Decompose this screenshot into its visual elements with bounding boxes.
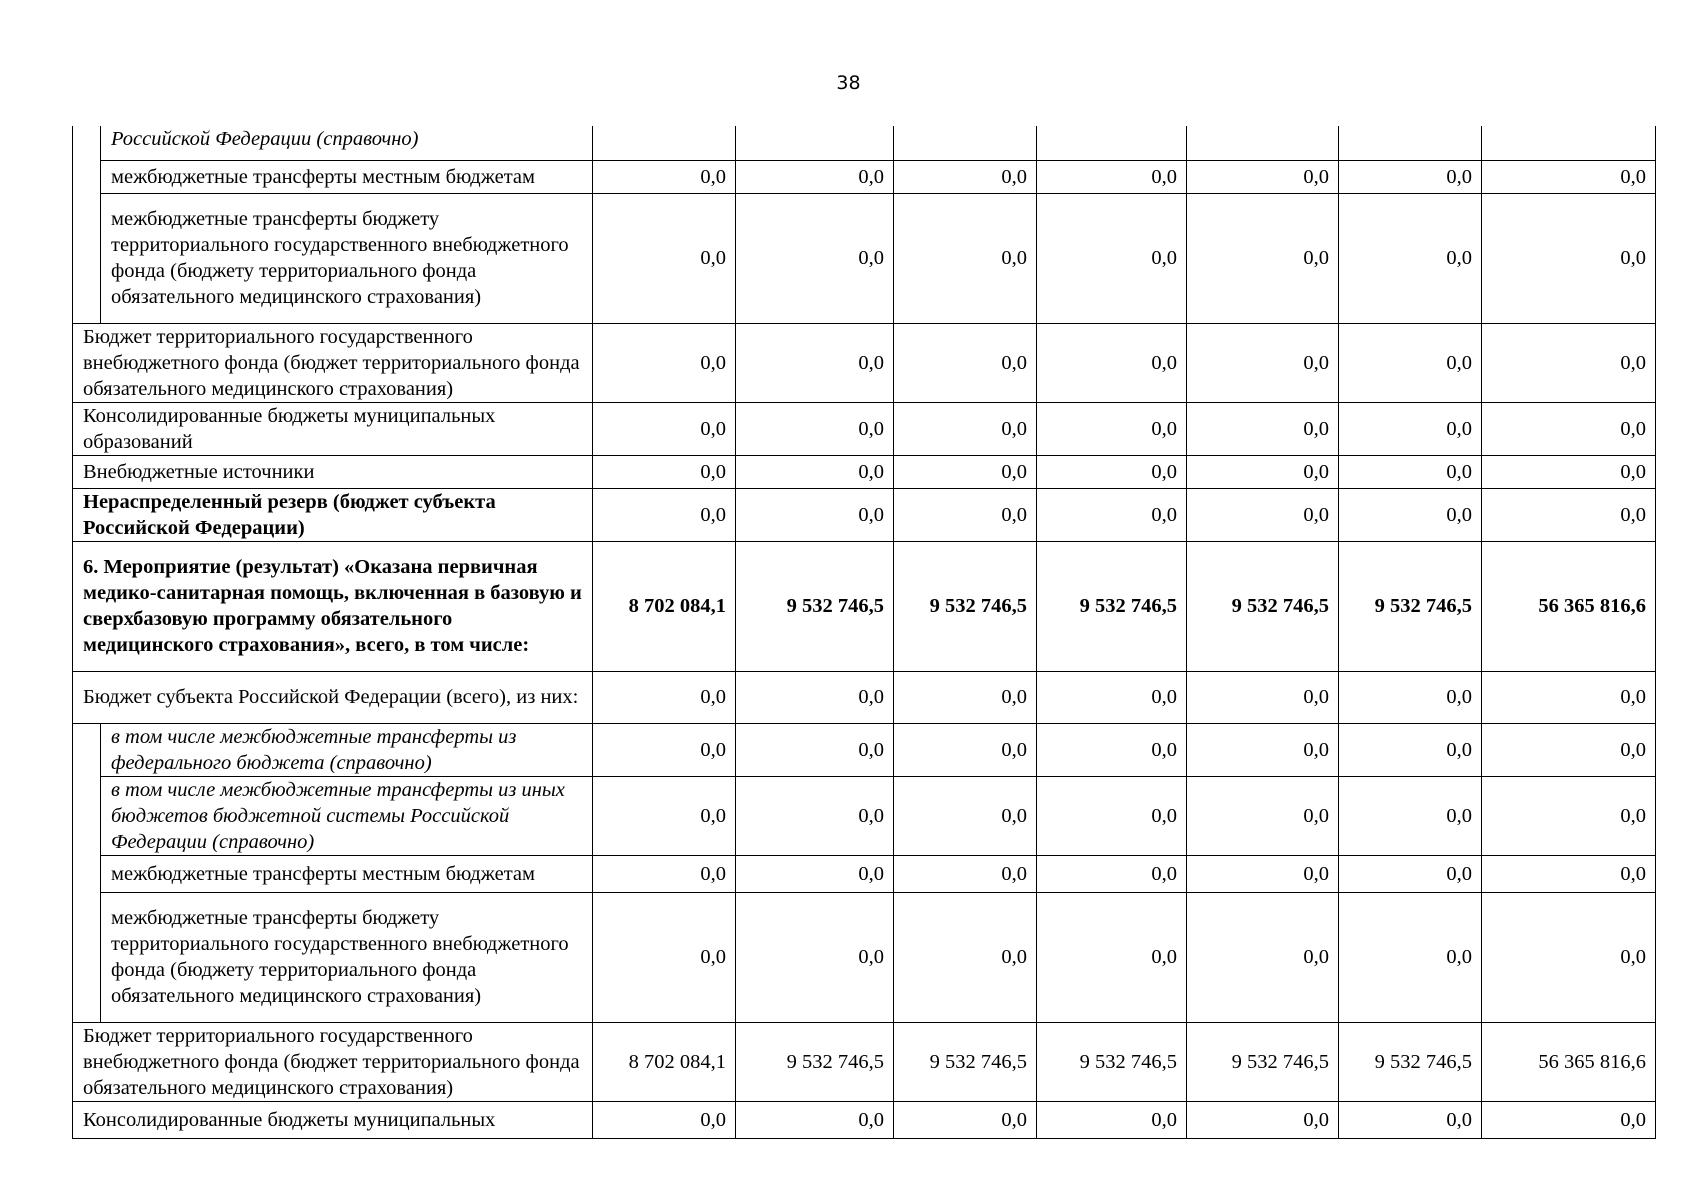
- cell-value: 0,0: [1187, 776, 1339, 855]
- cell-value: 0,0: [1339, 776, 1482, 855]
- cell-value: 0,0: [593, 323, 736, 402]
- table-row: [73, 160, 1656, 193]
- cell-value: 0,0: [1482, 488, 1656, 541]
- cell-value: 0,0: [1482, 323, 1656, 402]
- table-row: [73, 855, 1656, 892]
- cell-value: 0,0: [1187, 723, 1339, 776]
- cell-value: 0,0: [593, 402, 736, 455]
- row-label: 6. Мероприятие (результат) «Оказана первичная медико-санитарная помощь, включенная в базовую и сверхбазовую программу обязательного медицинского страхования», всего, в том числе:: [73, 541, 593, 671]
- cell-value: 9 532 746,5: [1037, 1022, 1187, 1101]
- cell-value: 0,0: [1037, 455, 1187, 488]
- cell-value: 0,0: [894, 488, 1037, 541]
- row-label: Бюджет территориального государственного внебюджетного фонда (бюджет территориального фонда обязательного медицинского страхования): [73, 1022, 593, 1101]
- cell-value: 0,0: [1187, 855, 1339, 892]
- row-label: Нераспределенный резерв (бюджет субъекта Российской Федерации): [73, 488, 593, 541]
- row-label: в том числе межбюджетные трансферты из федерального бюджета (справочно): [101, 723, 593, 776]
- cell-value: 0,0: [593, 455, 736, 488]
- cell-value: 0,0: [894, 671, 1037, 723]
- cell-value: 0,0: [736, 402, 894, 455]
- cell-value: [1037, 126, 1187, 160]
- row-label: Бюджет территориального государственного внебюджетного фонда (бюджет территориального фонда обязательного медицинского страхования): [73, 323, 593, 402]
- cell-value: 9 532 746,5: [736, 541, 894, 671]
- cell-value: 56 365 816,6: [1482, 541, 1656, 671]
- cell-value: 0,0: [894, 723, 1037, 776]
- cell-value: 0,0: [593, 723, 736, 776]
- table-row: [73, 488, 1656, 541]
- cell-value: [736, 126, 894, 160]
- cell-value: 0,0: [894, 855, 1037, 892]
- cell-value: 0,0: [736, 723, 894, 776]
- cell-value: 0,0: [894, 323, 1037, 402]
- budget-table: [72, 126, 1656, 1139]
- cell-value: 0,0: [894, 1101, 1037, 1138]
- cell-value: 0,0: [593, 193, 736, 323]
- cell-value: 0,0: [1339, 323, 1482, 402]
- row-label: межбюджетные трансферты бюджету территориального государственного внебюджетного фонда (бюджету территориального фонда обязательного медицинского страхования): [101, 892, 593, 1022]
- indent-cell: [73, 126, 101, 323]
- page-number: 38: [836, 72, 861, 94]
- table-row: [73, 1022, 1656, 1101]
- cell-value: 0,0: [1037, 855, 1187, 892]
- cell-value: 0,0: [1037, 892, 1187, 1022]
- cell-value: 0,0: [894, 892, 1037, 1022]
- row-label: Консолидированные бюджеты муниципальных образований: [73, 402, 593, 455]
- cell-value: 0,0: [1482, 723, 1656, 776]
- cell-value: 9 532 746,5: [1339, 541, 1482, 671]
- cell-value: 0,0: [1339, 193, 1482, 323]
- cell-value: 0,0: [1482, 160, 1656, 193]
- cell-value: 0,0: [593, 776, 736, 855]
- cell-value: 0,0: [894, 160, 1037, 193]
- table-row: [73, 455, 1656, 488]
- cell-value: 0,0: [1339, 855, 1482, 892]
- cell-value: 0,0: [1037, 488, 1187, 541]
- cell-value: 0,0: [736, 776, 894, 855]
- cell-value: 0,0: [1187, 1101, 1339, 1138]
- cell-value: 0,0: [1482, 402, 1656, 455]
- cell-value: 0,0: [736, 193, 894, 323]
- cell-value: 0,0: [1339, 455, 1482, 488]
- cell-value: 0,0: [1187, 402, 1339, 455]
- cell-value: 0,0: [593, 671, 736, 723]
- cell-value: 0,0: [1037, 671, 1187, 723]
- cell-value: 0,0: [736, 488, 894, 541]
- cell-value: 9 532 746,5: [1187, 1022, 1339, 1101]
- cell-value: 0,0: [1339, 160, 1482, 193]
- cell-value: 9 532 746,5: [1187, 541, 1339, 671]
- cell-value: 0,0: [736, 671, 894, 723]
- row-label: Внебюджетные источники: [73, 455, 593, 488]
- cell-value: 0,0: [1187, 323, 1339, 402]
- cell-value: 0,0: [1037, 160, 1187, 193]
- table-row: [73, 402, 1656, 455]
- cell-value: 0,0: [1037, 723, 1187, 776]
- cell-value: 0,0: [1482, 776, 1656, 855]
- row-label: в том числе межбюджетные трансферты из иных бюджетов бюджетной системы Российской Федерации (справочно): [101, 776, 593, 855]
- cell-value: [593, 126, 736, 160]
- cell-value: 0,0: [593, 1101, 736, 1138]
- cell-value: [1339, 126, 1482, 160]
- table-row: [73, 126, 1656, 160]
- cell-value: [894, 126, 1037, 160]
- cell-value: 0,0: [736, 1101, 894, 1138]
- cell-value: 8 702 084,1: [593, 1022, 736, 1101]
- cell-value: 0,0: [736, 323, 894, 402]
- cell-value: 0,0: [1482, 671, 1656, 723]
- cell-value: 0,0: [593, 892, 736, 1022]
- cell-value: 0,0: [1482, 1101, 1656, 1138]
- cell-value: 9 532 746,5: [894, 541, 1037, 671]
- cell-value: 0,0: [1339, 488, 1482, 541]
- table-row: [73, 671, 1656, 723]
- cell-value: 56 365 816,6: [1482, 1022, 1656, 1101]
- table-row: [73, 776, 1656, 855]
- cell-value: 0,0: [894, 402, 1037, 455]
- table-row: [73, 323, 1656, 402]
- row-label: Консолидированные бюджеты муниципальных: [73, 1101, 593, 1138]
- cell-value: [1187, 126, 1339, 160]
- cell-value: 0,0: [1187, 892, 1339, 1022]
- cell-value: 0,0: [736, 892, 894, 1022]
- cell-value: 0,0: [894, 455, 1037, 488]
- row-label: Российской Федерации (справочно): [101, 126, 593, 160]
- cell-value: 0,0: [1482, 855, 1656, 892]
- cell-value: 0,0: [1482, 455, 1656, 488]
- table-row: [73, 723, 1656, 776]
- cell-value: 0,0: [1339, 723, 1482, 776]
- cell-value: 0,0: [1037, 1101, 1187, 1138]
- cell-value: 0,0: [894, 193, 1037, 323]
- indent-cell: [73, 723, 101, 1022]
- cell-value: 0,0: [1482, 892, 1656, 1022]
- cell-value: 0,0: [1037, 776, 1187, 855]
- cell-value: 9 532 746,5: [894, 1022, 1037, 1101]
- table-row: [73, 1101, 1656, 1138]
- cell-value: 0,0: [1037, 323, 1187, 402]
- cell-value: 9 532 746,5: [1339, 1022, 1482, 1101]
- cell-value: 0,0: [1187, 193, 1339, 323]
- cell-value: 9 532 746,5: [736, 1022, 894, 1101]
- cell-value: 0,0: [1187, 488, 1339, 541]
- cell-value: 0,0: [1339, 671, 1482, 723]
- cell-value: 0,0: [1187, 671, 1339, 723]
- cell-value: 0,0: [593, 488, 736, 541]
- cell-value: 0,0: [1482, 193, 1656, 323]
- row-label: Бюджет субъекта Российской Федерации (всего), из них:: [73, 671, 593, 723]
- cell-value: 0,0: [1187, 160, 1339, 193]
- cell-value: 8 702 084,1: [593, 541, 736, 671]
- cell-value: 9 532 746,5: [1037, 541, 1187, 671]
- row-label: межбюджетные трансферты местным бюджетам: [101, 160, 593, 193]
- table-row: [73, 193, 1656, 323]
- cell-value: 0,0: [593, 855, 736, 892]
- row-label: межбюджетные трансферты местным бюджетам: [101, 855, 593, 892]
- cell-value: 0,0: [736, 455, 894, 488]
- cell-value: 0,0: [894, 776, 1037, 855]
- cell-value: 0,0: [593, 160, 736, 193]
- cell-value: 0,0: [1037, 193, 1187, 323]
- cell-value: 0,0: [1187, 455, 1339, 488]
- cell-value: 0,0: [1339, 402, 1482, 455]
- cell-value: 0,0: [1339, 1101, 1482, 1138]
- row-label: межбюджетные трансферты бюджету территориального государственного внебюджетного фонда (бюджету территориального фонда обязательного медицинского страхования): [101, 193, 593, 323]
- cell-value: 0,0: [736, 160, 894, 193]
- cell-value: 0,0: [1037, 402, 1187, 455]
- cell-value: [1482, 126, 1656, 160]
- cell-value: 0,0: [1339, 892, 1482, 1022]
- cell-value: 0,0: [736, 855, 894, 892]
- table-row: [73, 541, 1656, 671]
- table-row: [73, 892, 1656, 1022]
